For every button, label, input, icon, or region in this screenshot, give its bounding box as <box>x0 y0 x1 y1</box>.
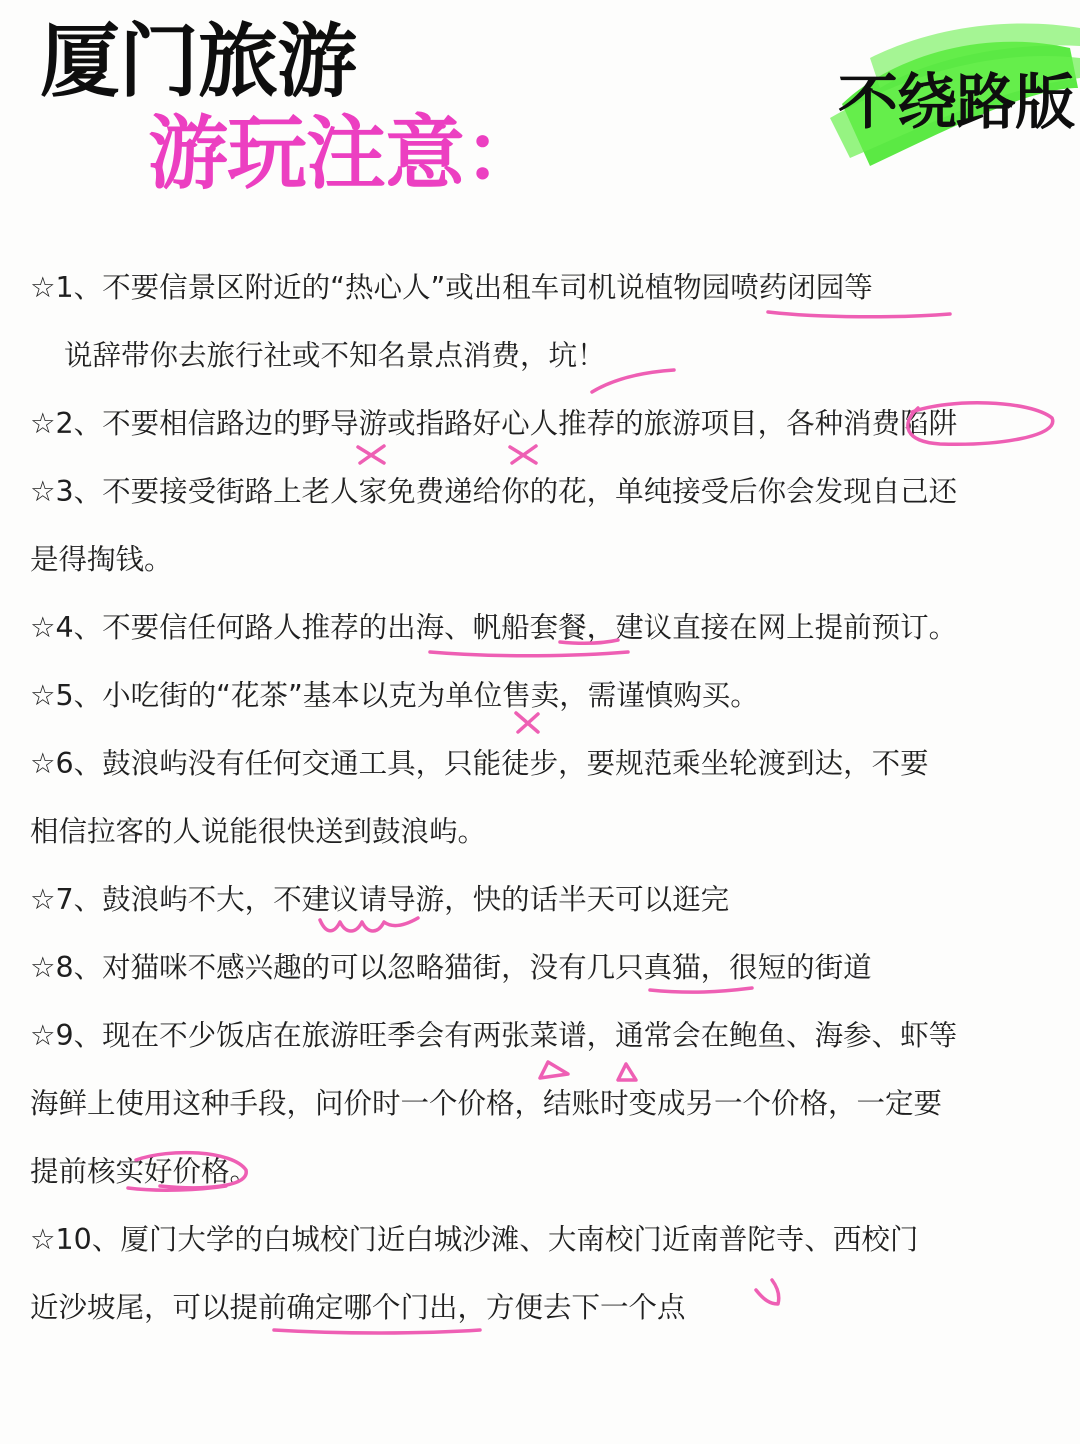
tip-3-line-1: ☆3、不要接受街路上老人家免费递给你的花，单纯接受后你会发现自己还 <box>30 475 958 508</box>
tip-2-line-1: ☆2、不要相信路边的野导游或指路好心人推荐的旅游项目，各种消费陷阱 <box>30 407 958 440</box>
tip-9-line-1: ☆9、现在不少饭店在旅游旺季会有两张菜谱，通常会在鲍鱼、海参、虾等 <box>30 1019 958 1052</box>
tip-9-line-3: 提前核实好价格。 <box>30 1155 259 1188</box>
tip-10-line-2: 近沙坡尾，可以提前确定哪个门出，方便去下一个点 <box>30 1291 686 1324</box>
tip-8-line-1: ☆8、对猫咪不感兴趣的可以忽略猫街，没有几只真猫，很短的街道 <box>30 951 872 984</box>
tip-1-line-2: 说辞带你去旅行社或不知名景点消费，坑！ <box>64 339 606 372</box>
tip-10-line-1: ☆10、厦门大学的白城校门近白城沙滩、大南校门近南普陀寺、西校门 <box>30 1223 919 1256</box>
tip-6-line-2: 相信拉客的人说能很快送到鼓浪屿。 <box>30 815 487 848</box>
tip-9-line-2: 海鲜上使用这种手段，问价时一个价格，结账时变成另一个价格，一定要 <box>30 1087 943 1120</box>
badge-label: 不绕路版 <box>838 68 1074 138</box>
tip-5-line-1: ☆5、小吃街的“花茶”基本以克为单位售卖，需谨慎购买。 <box>30 679 759 712</box>
tip-3-line-2: 是得掏钱。 <box>30 543 173 576</box>
tip-1-line-1: ☆1、不要信景区附近的“热心人”或出租车司机说植物园喷药闭园等 <box>30 271 873 304</box>
tip-4-line-1: ☆4、不要信任何路人推荐的出海、帆船套餐，建议直接在网上提前预订。 <box>30 611 958 644</box>
tip-6-line-1: ☆6、鼓浪屿没有任何交通工具，只能徒步，要规范乘坐轮渡到达，不要 <box>30 747 929 780</box>
page-subtitle: 游玩注意： <box>148 107 543 200</box>
tip-7-line-1: ☆7、鼓浪屿不大，不建议请导游，快的话半天可以逛完 <box>30 883 730 916</box>
page-title: 厦门旅游 <box>40 15 356 108</box>
